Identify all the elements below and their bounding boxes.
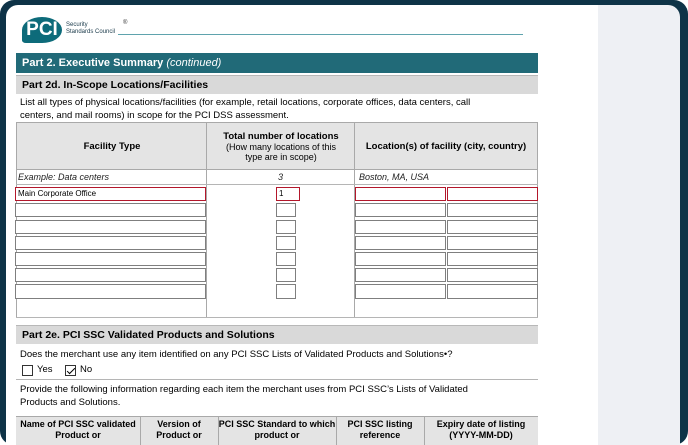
part2d-instructions: List all types of physical locations/facilities (for example, retail locations, corporate offices, data centers, call centers, and mail rooms) in scope for the PCI DSS assessment. <box>20 97 471 121</box>
col-total-locations: Total number of locations (How many locations of this type are in scope) <box>223 130 339 162</box>
col-standard: PCI SSC Standard to which product or <box>218 419 336 440</box>
location-count-input-5[interactable] <box>276 252 296 266</box>
no-label: No <box>80 364 93 375</box>
location-city-input-2[interactable] <box>355 203 446 217</box>
facility-type-input-2[interactable] <box>15 203 206 217</box>
location-city-input-5[interactable] <box>355 252 446 266</box>
location-count-input-3[interactable] <box>276 220 296 234</box>
no-checkbox[interactable] <box>65 365 76 376</box>
col-listing-reference: PCI SSC listing reference <box>347 419 413 440</box>
example-location: Boston, MA, USA <box>359 172 430 182</box>
location-country-input-3[interactable] <box>447 220 538 234</box>
facility-type-input-1[interactable]: Main Corporate Office <box>15 187 206 201</box>
side-panel <box>598 5 680 445</box>
location-count-input-4[interactable] <box>276 236 296 250</box>
col-location: Location(s) of facility (city, country) <box>365 140 527 152</box>
facility-type-input-6[interactable] <box>15 268 206 282</box>
location-country-input-5[interactable] <box>447 252 538 266</box>
facility-type-input-3[interactable] <box>15 220 206 234</box>
part2e-title: Part 2e. PCI SSC Validated Products and Solutions <box>16 325 538 344</box>
example-count: 3 <box>278 172 284 182</box>
example-facility: Example: Data centers <box>18 172 110 182</box>
location-count-input-2[interactable] <box>276 203 296 217</box>
location-count-input-6[interactable] <box>276 268 296 282</box>
yes-label: Yes <box>37 364 53 375</box>
location-city-input-3[interactable] <box>355 220 446 234</box>
pci-logo-mark: PCI <box>22 17 62 43</box>
location-city-input-4[interactable] <box>355 236 446 250</box>
location-city-input-1[interactable] <box>355 187 446 201</box>
document-page[interactable]: PCI Security Standards Council ® Part 2. Executive Summary (continued) Part 2d. In-Scope Locations/Facilities List all types of physical locations/facilities (for example, retail locations, corporate offices, data centers, call centers, and mail rooms) in scope for the PCI DSS assessment. Facility Type Total number of locations (How many locations of this type are in scope) Location(s) of facility (city, country) Example: Data centers 3 Boston, MA, USA Main Corporate Office 1 Part 2e. PCI SSC Validated Products and Solutions Does the merchant use any item identified on any PCI SSC Lists of Validated Products and Solutions•? Yes No Provide the following information regarding each item the merchant uses from PCI SSC’s Lists of Validated Products and Solutions. Name of PCI SSC validated Product or Version of Product or PCI SSC Standard to which product or PCI SSC listing reference Expiry date of listing (YYYY-MM-DD) <box>6 5 598 445</box>
facility-type-input-7[interactable] <box>15 284 206 299</box>
location-city-input-7[interactable] <box>355 284 446 299</box>
part2-title-bar: Part 2. Executive Summary (continued) <box>16 53 538 73</box>
pci-logo-text: Security Standards Council <box>66 22 116 35</box>
col-product-name: Name of PCI SSC validated Product or <box>20 419 136 440</box>
location-country-input-2[interactable] <box>447 203 538 217</box>
location-city-input-6[interactable] <box>355 268 446 282</box>
yes-checkbox[interactable] <box>22 365 33 376</box>
location-country-input-4[interactable] <box>447 236 538 250</box>
part2e-question: Does the merchant use any item identified on any PCI SSC Lists of Validated Products and Solutions•? <box>20 349 453 360</box>
col-expiry-date: Expiry date of listing (YYYY-MM-DD) <box>436 419 526 440</box>
location-count-input-7[interactable] <box>276 284 296 299</box>
location-count-input-1[interactable]: 1 <box>276 187 300 201</box>
products-table-header <box>16 416 538 445</box>
part2d-title: Part 2d. In-Scope Locations/Facilities <box>16 75 538 94</box>
location-country-input-7[interactable] <box>447 284 538 299</box>
location-country-input-6[interactable] <box>447 268 538 282</box>
location-country-input-1[interactable] <box>447 187 538 201</box>
part2e-provide-text: Provide the following information regarding each item the merchant uses from PCI SSC’s Lists of Validated Products and Solutions. <box>20 384 468 408</box>
col-version: Version of Product or <box>156 419 202 440</box>
header-rule <box>118 34 523 35</box>
facility-type-input-4[interactable] <box>15 236 206 250</box>
col-facility-type: Facility Type <box>83 140 141 152</box>
facility-table-header <box>16 122 538 170</box>
facility-type-input-5[interactable] <box>15 252 206 266</box>
